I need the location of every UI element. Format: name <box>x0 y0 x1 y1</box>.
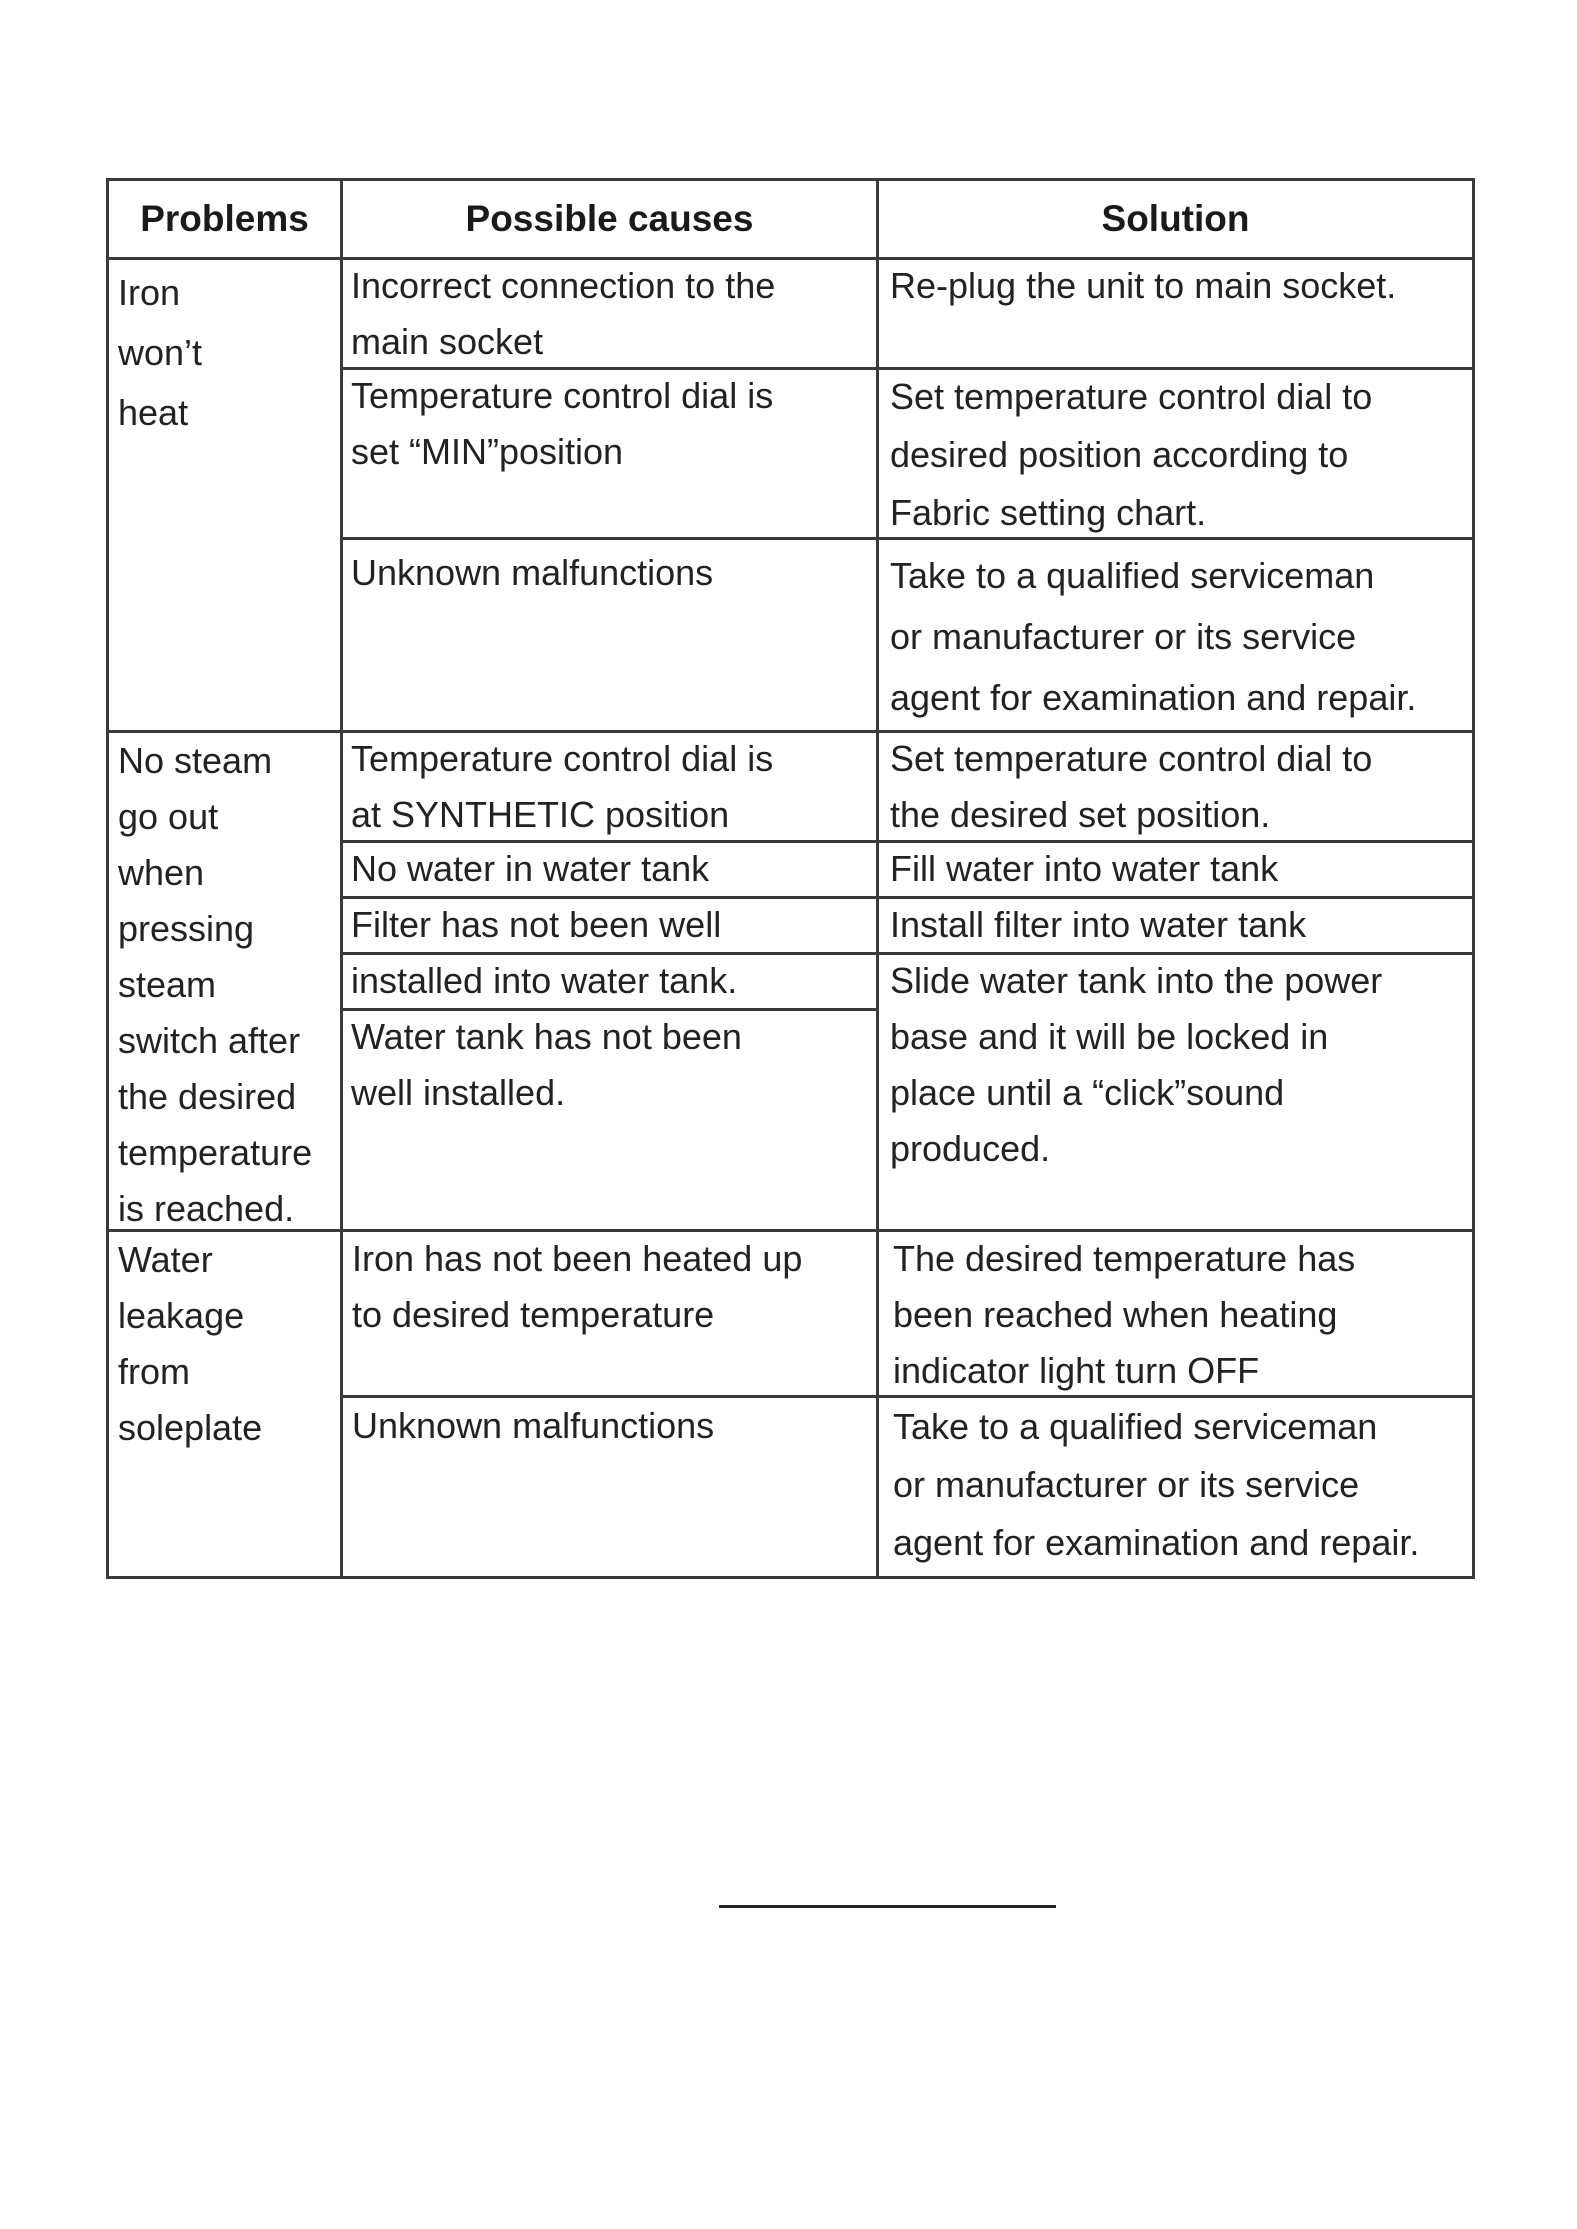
header-solution: Solution <box>1101 198 1250 239</box>
problem-cell <box>118 263 202 443</box>
solution-line: desired position according to <box>890 434 1349 475</box>
solution-line: agent for examination and repair. <box>890 677 1417 718</box>
solution-line: or manufacturer or its service <box>890 616 1357 657</box>
solution-line: been reached when heating <box>893 1294 1338 1335</box>
problem-cell <box>118 733 312 1237</box>
cause-cell <box>351 368 773 480</box>
solution-line: Fabric setting chart. <box>890 492 1207 533</box>
column-divider-1 <box>340 178 343 1579</box>
table-border-left <box>106 178 109 1579</box>
cause-cell <box>352 1398 714 1454</box>
cause-cell <box>352 1231 802 1343</box>
cause-cell <box>351 545 713 601</box>
solution-line: produced. <box>890 1128 1051 1169</box>
solution-line: base and it will be locked in <box>890 1016 1329 1057</box>
table-border-right <box>1472 178 1475 1579</box>
cause-line: set “MIN”position <box>351 431 624 472</box>
solution-cell <box>890 731 1372 843</box>
cause-cell <box>351 258 775 370</box>
problem-line: pressing <box>118 908 255 949</box>
solution-line: Set temperature control dial to <box>890 738 1373 779</box>
cause-line: Water tank has not been <box>351 1016 742 1057</box>
cause-cell <box>351 731 773 843</box>
problem-line: the desired <box>118 1076 297 1117</box>
solution-line: Take to a qualified serviceman <box>890 555 1375 596</box>
table-border-top <box>106 178 1475 181</box>
cause-line: Unknown malfunctions <box>351 552 714 593</box>
column-divider-2 <box>876 178 879 1579</box>
problem-line: Water <box>118 1239 213 1280</box>
solution-cell <box>890 258 1396 314</box>
cause-cell <box>351 897 737 1009</box>
problem-line: leakage <box>118 1295 245 1336</box>
problem-line: Iron <box>118 272 181 313</box>
solution-line: Slide water tank into the power <box>890 960 1383 1001</box>
solution-cell <box>890 897 1382 1177</box>
solution-cell <box>890 545 1416 728</box>
cause-line: main socket <box>351 321 544 362</box>
solution-cell <box>890 368 1372 542</box>
problem-line: from <box>118 1351 190 1392</box>
header-possible-causes: Possible causes <box>465 198 754 239</box>
cause-line: Temperature control dial is <box>351 738 774 779</box>
problem-line: heat <box>118 392 189 433</box>
solution-cell <box>893 1231 1355 1399</box>
solution-line: indicator light turn OFF <box>893 1350 1260 1391</box>
header-problems: Problems <box>140 198 309 239</box>
problem-cell <box>118 1232 262 1456</box>
cause-cell <box>351 1009 742 1121</box>
solution-line: Install filter into water tank <box>890 904 1307 945</box>
problem-line: No steam <box>118 740 273 781</box>
problem-line: soleplate <box>118 1407 263 1448</box>
problem-line: won’t <box>118 332 203 373</box>
problem-line: steam <box>118 964 217 1005</box>
problem-line: is reached. <box>118 1188 295 1229</box>
cause-line: Temperature control dial is <box>351 375 774 416</box>
solution-line: Re-plug the unit to main socket. <box>890 265 1397 306</box>
solution-line: or manufacturer or its service <box>893 1464 1360 1505</box>
solution-line: Take to a qualified serviceman <box>893 1406 1378 1447</box>
cause-line: Filter has not been well <box>351 904 722 945</box>
solution-line: Fill water into water tank <box>890 848 1279 889</box>
solution-line: the desired set position. <box>890 794 1271 835</box>
problem-line: temperature <box>118 1132 313 1173</box>
problem-line: go out <box>118 796 219 837</box>
solution-line: place until a “click”sound <box>890 1072 1285 1113</box>
cause-line: to desired temperature <box>352 1294 715 1335</box>
solution-cell <box>890 841 1278 897</box>
problem-line: when <box>118 852 205 893</box>
solution-line: The desired temperature has <box>893 1238 1356 1279</box>
solution-cell <box>893 1398 1419 1572</box>
cause-line: well installed. <box>351 1072 566 1113</box>
table-border-bottom <box>106 1576 1475 1579</box>
cause-line: Unknown malfunctions <box>352 1405 715 1446</box>
solution-line: Set temperature control dial to <box>890 376 1373 417</box>
cause-line: No water in water tank <box>351 848 710 889</box>
cause-cell <box>351 841 709 897</box>
cause-line: at SYNTHETIC position <box>351 794 730 835</box>
cause-line: installed into water tank. <box>351 960 738 1001</box>
footer-rule <box>719 1905 1056 1908</box>
cause-line: Iron has not been heated up <box>352 1238 803 1279</box>
cause-line: Incorrect connection to the <box>351 265 776 306</box>
problem-line: switch after <box>118 1020 301 1061</box>
solution-line: agent for examination and repair. <box>893 1522 1420 1563</box>
